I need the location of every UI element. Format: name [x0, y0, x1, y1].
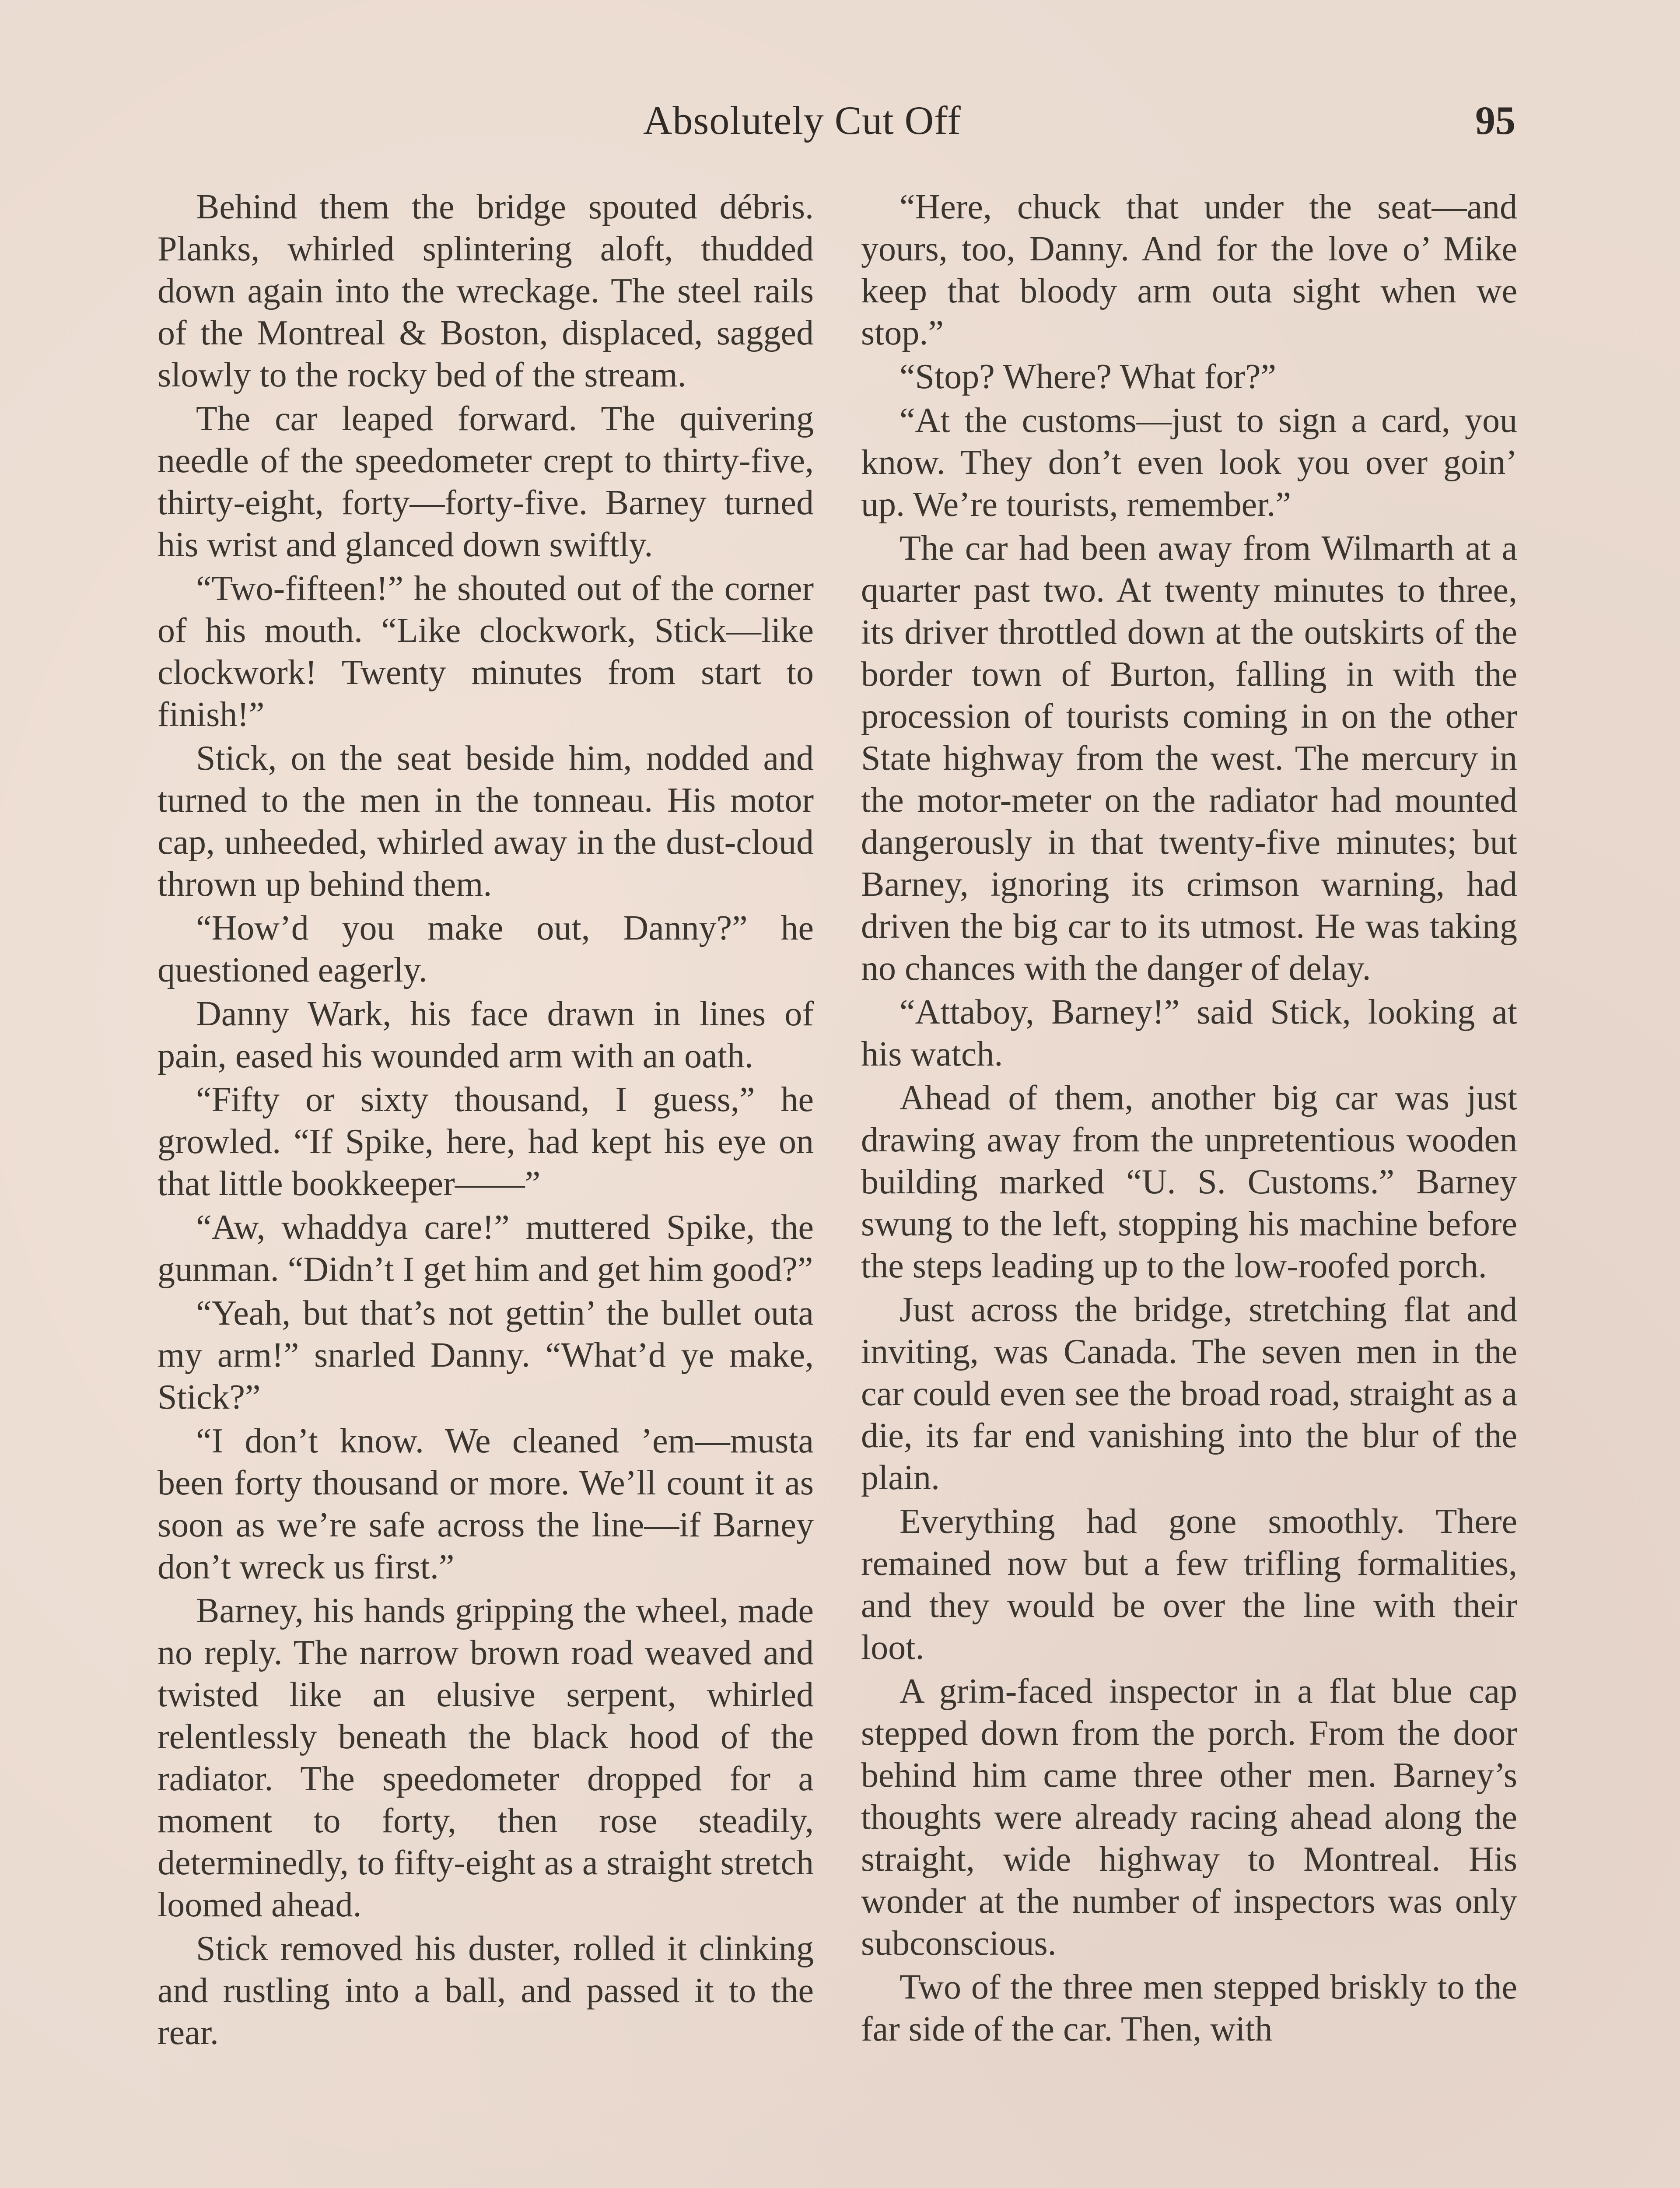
- paragraph: “How’d you make out, Danny?” he questioned eagerly.: [158, 909, 814, 989]
- paragraph: Stick, on the seat beside him, nodded and turned to the men in the tonneau. His motor cap, unheeded, whirled away in the dust-cloud thrown up behind them.: [158, 739, 814, 904]
- paragraph: “At the customs—just to sign a card, you know. They don’t even look you over goin’ up. We’re tourists, remember.”: [861, 401, 1517, 524]
- paragraph: Behind them the bridge spouted débris. Planks, whirled splintering aloft, thudded down again into the wreckage. The steel rails of the Montreal & Boston, displaced, sagged slowly to the rocky bed of the stream.: [158, 188, 814, 394]
- paragraph: Just across the bridge, stretching flat and inviting, was Canada. The seven men in the car could even see the broad road, straight as a die, its far end vanishing into the blur of the plain.: [861, 1290, 1517, 1497]
- running-head: Absolutely Cut Off: [643, 98, 961, 143]
- paragraph: Barney, his hands gripping the wheel, made no reply. The narrow brown road weaved and twisted like an elusive serpent, whirled relentlessly beneath the black hood of the radiator. The speedometer dropped for a moment to forty, then rose steadily, determinedly, to fifty-eight as a straight stretch loomed ahead.: [158, 1592, 814, 1924]
- paragraph: “Two-fifteen!” he shouted out of the corner of his mouth. “Like clockwork, Stick—like clockwork! Twenty minutes from start to finish!”: [158, 569, 814, 734]
- paragraph: Two of the three men stepped briskly to the far side of the car. Then, with: [861, 1968, 1517, 2048]
- paragraph: Stick removed his duster, rolled it clinking and rustling into a ball, and passed it to the rear.: [158, 1929, 814, 2052]
- paragraph: “Fifty or sixty thousand, I guess,” he growled. “If Spike, here, had kept his eye on that little bookkeeper——”: [158, 1080, 814, 1203]
- paragraph: A grim-faced inspector in a flat blue cap stepped down from the porch. From the door behind him came three other men. Barney’s thoughts were already racing ahead along the straight, wide highway to Montreal. His wonder at the number of inspectors was only subconscious.: [861, 1672, 1517, 1963]
- paragraph: Danny Wark, his face drawn in lines of pain, eased his wounded arm with an oath.: [158, 995, 814, 1075]
- paragraph: “Stop? Where? What for?”: [900, 358, 1277, 396]
- paragraph: The car leaped forward. The quivering needle of the speedometer crept to thirty-five, thirty-eight, forty—forty-five. Barney turned his wrist and glanced down swiftly.: [158, 400, 814, 564]
- paragraph: Everything had gone smoothly. There remained now but a few trifling formalities, and they would be over the line with their loot.: [861, 1502, 1517, 1667]
- paragraph: “Yeah, but that’s not gettin’ the bullet outa my arm!” snarled Danny. “What’d ye make, Stick?”: [158, 1294, 814, 1417]
- paragraph: “Aw, whaddya care!” muttered Spike, the gunman. “Didn’t I get him and get him good?”: [158, 1208, 814, 1289]
- paragraph: The car had been away from Wilmarth at a quarter past two. At twenty minutes to three, its driver throttled down at the outskirts of the border town of Burton, falling in with the procession of tourists coming in on the other State highway from the west. The mercury in the motor-meter on the radiator had mounted dangerously in that twenty-five minutes; but Barney, ignoring its crimson warning, had driven the big car to its utmost. He was taking no chances with the danger of delay.: [861, 529, 1517, 988]
- left-column: [158, 186, 814, 2055]
- paragraph: “Here, chuck that under the seat—and yours, too, Danny. And for the love o’ Mike keep that bloody arm outa sight when we stop.”: [861, 188, 1517, 352]
- right-column: [861, 186, 1517, 2052]
- page-number: 95: [1475, 98, 1516, 143]
- paragraph: “I don’t know. We cleaned ’em—musta been forty thousand or more. We’ll count it as soon as we’re safe across the line—if Barney don’t wreck us first.”: [158, 1422, 814, 1586]
- paragraph: “Attaboy, Barney!” said Stick, looking at his watch.: [861, 993, 1517, 1073]
- paragraph: Ahead of them, another big car was just drawing away from the unpretentious wooden building marked “U. S. Customs.” Barney swung to the left, stopping his machine before the steps leading up to the low-roofed porch.: [861, 1079, 1517, 1285]
